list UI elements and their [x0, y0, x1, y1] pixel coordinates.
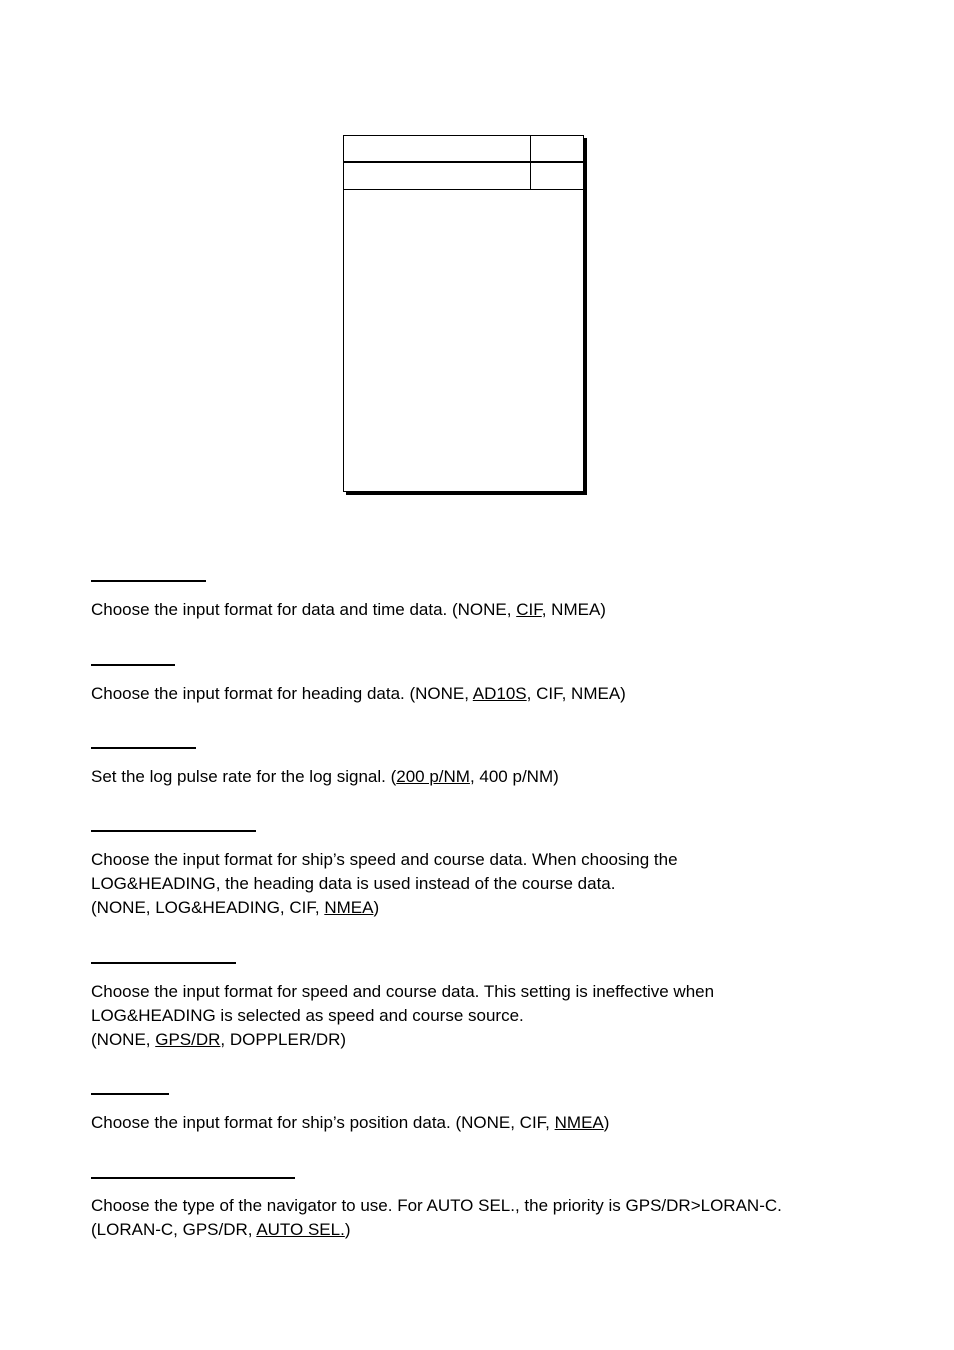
setting-title-rule — [91, 580, 206, 582]
desc-text: Set the log pulse rate for the log signal. ( — [91, 767, 397, 786]
setting-description — [91, 980, 871, 1052]
setting-log-pulse — [91, 747, 871, 789]
setting-description — [91, 682, 871, 706]
default-value: NMEA — [554, 1113, 604, 1132]
setting-title-rule — [91, 1093, 169, 1095]
desc-text: Choose the input format for ship’s speed and course data. When choosing the LOG&HEADING, the heading data is used instead of the course data. (NONE, LOG&HEADING, CIF, — [91, 850, 678, 917]
desc-text: Choose the input format for ship’s position data. (NONE, CIF, — [91, 1113, 555, 1132]
setting-title-rule — [91, 747, 196, 749]
setting-title-rule — [91, 962, 236, 964]
setting-description — [91, 765, 871, 789]
desc-text: Choose the input format for data and time data. (NONE, — [91, 600, 517, 619]
desc-text: , DOPPLER/DR) — [220, 1030, 347, 1049]
setting-title-rule — [91, 664, 175, 666]
setting-description — [91, 1194, 871, 1242]
desc-text: Choose the input format for heading data. (NONE, — [91, 684, 473, 703]
default-value: AD10S — [472, 684, 527, 703]
setting-position — [91, 1093, 871, 1135]
desc-text: Choose the input format for speed and course data. This setting is ineffective when LOG&HEADING is selected as speed and course source. (NONE, — [91, 982, 715, 1049]
setting-datetime — [91, 580, 871, 622]
desc-text: ) — [344, 1220, 351, 1239]
desc-text: ) — [373, 898, 380, 917]
setting-description — [91, 848, 871, 920]
setting-title-rule — [91, 830, 256, 832]
menu-title-cell — [344, 136, 531, 161]
default-value: AUTO SEL. — [256, 1220, 345, 1239]
default-value: GPS/DR — [155, 1030, 221, 1049]
desc-text: , CIF, NMEA) — [526, 684, 626, 703]
setting-title-rule — [91, 1177, 295, 1179]
setting-navigator — [91, 1177, 871, 1242]
menu-subheader-row — [344, 163, 583, 190]
default-value: NMEA — [324, 898, 374, 917]
setting-description — [91, 1111, 871, 1135]
desc-text: , 400 p/NM) — [469, 767, 559, 786]
setting-heading — [91, 664, 871, 706]
default-value: CIF — [516, 600, 542, 619]
menu-subtitle-cell — [344, 163, 531, 189]
default-value: 200 p/NM — [396, 767, 470, 786]
menu-box — [343, 135, 584, 492]
desc-text: ) — [603, 1113, 610, 1132]
desc-text: Choose the type of the navigator to use. For AUTO SEL., the priority is GPS/DR>LORAN-C. (LORAN-C, GPS/DR, — [91, 1196, 782, 1239]
setting-speed-course-source — [91, 962, 871, 1052]
desc-text: , NMEA) — [541, 600, 606, 619]
menu-header-row — [344, 136, 583, 163]
setting-description — [91, 598, 871, 622]
setting-speed-course — [91, 830, 871, 920]
